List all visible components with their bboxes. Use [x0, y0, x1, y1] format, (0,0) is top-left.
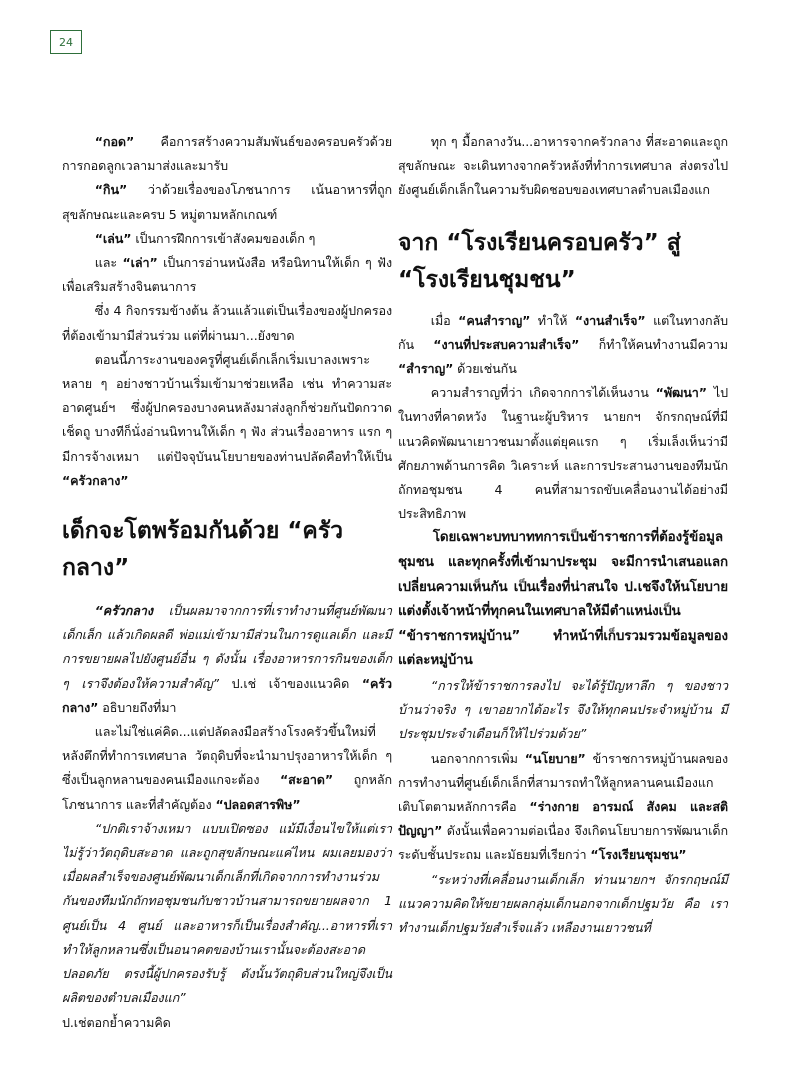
bold-term: “เล่า”	[122, 255, 158, 271]
paragraph	[398, 381, 728, 526]
section-heading: จาก “โรงเรียนครอบครัว” สู่ “โรงเรียนชุมชน”	[398, 229, 681, 293]
text-run: ข้าราชการหมู่บ้านผลของการทำงานที่ศูนย์เด็กเล็กที่สามารถทำให้ลูกหลานคนเมืองแกเติบโตตามหลักการคือ	[398, 750, 729, 815]
bold-term: “โรงเรียนชุมชน”	[590, 847, 687, 863]
text-run: อธิบายถึงที่มา	[98, 699, 177, 715]
bold-term: “งานสำเร็จ”	[574, 312, 646, 328]
bold-term: “ร่างกาย อารมณ์ สังคม และสติปัญญา”	[398, 799, 728, 839]
text-run: นอกจากการเพิ่ม	[430, 750, 525, 766]
text-run: ไปในทางที่คาดหวัง ในฐานะผู้บริหาร นายกฯ จักรกฤษณ์ที่มีแนวคิดพัฒนาเยาวชนมาตั้งแต่ยุคแรก ๆ เริ่มเล็งเห็นว่ามีศักยภาพด้านการคิด วิเคราะห์ และการประสานงานของทีมนักถักทอชุมชน 4 คนที่สามารถขับเคลื่อนงานได้อย่างมีประสิทธิภาพ	[398, 385, 728, 522]
right-column	[398, 130, 728, 940]
paragraph: ทุก ๆ มื้อกลางวัน...อาหารจากครัวกลาง ที่สะอาดและถูกสุขลักษณะ จะเดินทางจากครัวหลังที่ทำการเทศบาล ส่งตรงไปยังศูนย์เด็กเล็กในความรับผิดชอบของเทศบาลตำบลเมืองแก	[398, 134, 728, 198]
text-run: ถูกหลักโภชนาการ และที่สำคัญต้อง	[62, 772, 392, 812]
bold-term: “คนสำราญ”	[458, 312, 531, 328]
paragraph	[62, 251, 392, 299]
bold-term: “งานที่ประสบความสำเร็จ”	[433, 336, 580, 352]
paragraph	[398, 747, 728, 868]
quote-paragraph: “การให้ข้าราชการลงไป จะได้รู้ปัญหาลึก ๆ ของชาวบ้านว่าจริง ๆ เขาอยากได้อะไร จึงให้ทุกคนประจำหมู่บ้าน มีประชุมประจำเดือนก็ให้ไปร่วมด้วย”	[398, 678, 728, 742]
text-run: ว่าด้วยเรื่องของโภชนาการ เน้นอาหารที่ถูกสุขลักษณะและครบ 5 หมู่ตามหลักเกณฑ์	[62, 182, 392, 222]
bold-term: “กิน”	[94, 182, 128, 198]
bold-term: “ครัวกลาง”	[62, 675, 392, 715]
paragraph	[62, 720, 392, 817]
paragraph	[62, 227, 392, 251]
quote-text: เป็นผลมาจากการที่เราทำงานที่ศูนย์พัฒนาเด็กเล็ก แล้วเกิดผลดี พ่อแม่เข้ามามีส่วนในการดูแลเด็ก และมีการขยายผลไปยังศูนย์อื่น ๆ ดังนั้น เรื่องอาหารการกินของเด็ก ๆ เราจึงต้องให้ความสำคัญ”	[62, 603, 392, 691]
bold-term: “เล่น”	[94, 230, 132, 246]
text-run: ป.เช่ เจ้าของแนวคิด	[218, 675, 362, 691]
text-run: เป็นการฝึกการเข้าสังคมของเด็ก ๆ	[131, 230, 316, 246]
text-run: ตอนนี้ภาระงานของครูที่ศูนย์เด็กเล็กเริ่มเบาลงเพราะหลาย ๆ อย่างชาวบ้านเริ่มเข้ามาช่วยเหลือ เช่น ทำความสะอาดศูนย์ฯ ซึ่งผู้ปกครองบางคนหลังมาส่งลูกก็ช่วยกันปัดกวาด เช็ดถู บางทีก็นั่งอ่านนิทานให้เด็ก ๆ ฟัง ส่วนเรื่องอาหาร แรก ๆ มีการจ้างเหมา แต่ปัจจุบันนโยบายของท่านปลัดคือทำให้เป็น	[62, 351, 392, 464]
text-run: ก็ทำให้คนทำงานมีความ	[579, 336, 728, 352]
bold-term: “ปลอดสารพิษ”	[215, 796, 301, 812]
bold-term: “กอด”	[94, 134, 135, 149]
paragraph	[62, 348, 392, 493]
text-run: แต่ในทางกลับกัน	[398, 312, 728, 352]
bold-paragraph: โดยเฉพาะบทบาททการเป็นข้าราชการที่ต้องรู้ข้อมูลชุมชน และทุกครั้งที่เข้ามาประชุม จะมีการนำเสนอแลกเปลี่ยนความเห็นกัน เป็นเรื่องที่น่าสนใจ ป.เชจึงให้นโยบายแต่งตั้งเจ้าหน้าที่ทุกคนในเทศบาลให้มีตำแหน่งเป็น “ข้าราชการหมู่บ้าน” ทำหน้าที่เก็บรวมรวมข้อมูลของแต่ละหมู่บ้าน	[398, 530, 728, 669]
bold-term: “พัฒนา”	[655, 385, 707, 401]
bold-term: “สะอาด”	[279, 772, 334, 788]
text-run: ด้วยเช่นกัน	[453, 361, 517, 377]
text-run: เมื่อ	[430, 312, 459, 328]
page-number: 24	[59, 35, 73, 49]
bold-term: “นโยบาย”	[524, 750, 586, 766]
paragraph	[62, 599, 392, 720]
paragraph	[62, 178, 392, 226]
text-run: ความสำราญที่ว่า เกิดจากการได้เห็นงาน	[430, 385, 656, 401]
bold-term: “ครัวกลาง”	[62, 472, 129, 488]
text-run: ดังนั้นเพื่อความต่อเนื่อง จึงเกิดนโยบายการพัฒนาเด็กระดับชั้นประถม และมัธยมที่เรียกว่า	[398, 823, 728, 863]
text-run: เป็นการอ่านหนังสือ หรือนิทานให้เด็ก ๆ ฟังเพื่อเสริมสร้างจินตนาการ	[62, 255, 392, 295]
paragraph: ป.เช่ตอกย้ำความคิด	[62, 1014, 171, 1030]
quote-paragraph: “ระหว่างที่เคลื่อนงานเด็กเล็ก ท่านนายกฯ จักรกฤษณ์มีแนวความคิดให้ขยายผลกลุ่มเด็กนอกจากเด็กปฐมวัย คือ เราทำงานเด็กปฐมวัยสำเร็จแล้ว เหลืองานเยาวชนที่	[398, 871, 728, 936]
text-run: และ	[94, 255, 123, 271]
paragraph	[62, 130, 392, 178]
section-heading: เด็กจะโตพร้อมกันด้วย “ครัวกลาง”	[62, 518, 344, 582]
bold-term: “สำราญ”	[398, 361, 454, 377]
page-number-box	[50, 30, 82, 54]
left-column	[62, 130, 392, 1035]
quote-paragraph: “ปกติเราจ้างเหมา แบบเปิดซอง แม้มีเงื่อนไขให้แต่เราไม่รู้ว่าวัตถุดิบสะอาด และถูกสุขลักษณะแค่ไหน ผมเลยมองว่า เมื่อผลสำเร็จของศูนย์พัฒนาเด็กเล็กที่เกิดจากการทำงานร่วมกันของทีมนักถักทอชุมชนกับชาวบ้านสามารถขยายผลจาก 1 ศูนย์เป็น 4 ศูนย์ และอาหารก็เป็นเรื่องสำคัญ...อาหารที่เราทำให้ลูกหลานซึ่งเป็นอนาคตของบ้านเรานั้นจะต้องสะอาด ปลอดภัย ตรงนี้ผู้ปกครองรับรู้ ดังนั้นวัตถุดิบส่วนใหญ่จึงเป็นผลิตของตำบลเมืองแก”	[62, 820, 392, 1006]
text-run: และไม่ใช่แค่คิด...แต่ปลัดลงมือสร้างโรงครัวขึ้นใหม่ที่หลังตึกที่ทำการเทศบาล วัตถุดิบที่จะนำมาปรุงอาหารให้เด็ก ๆ ซึ่งเป็นลูกหลานของคนเมืองแกจะต้อง	[62, 724, 392, 788]
paragraph	[398, 309, 728, 382]
bold-term: “ครัวกลาง	[94, 603, 153, 619]
paragraph: ซึ่ง 4 กิจกรรมข้างต้น ล้วนแล้วแต่เป็นเรื่องของผู้ปกครองที่ต้องเข้ามามีส่วนร่วม แต่ที่ผ่านมา...ยังขาด	[62, 303, 392, 343]
text-run: คือการสร้างความสัมพันธ์ของครอบครัวด้วยการกอดลูกเวลามาส่งและมารับ	[62, 134, 392, 174]
text-run: ทำให้	[530, 312, 575, 328]
